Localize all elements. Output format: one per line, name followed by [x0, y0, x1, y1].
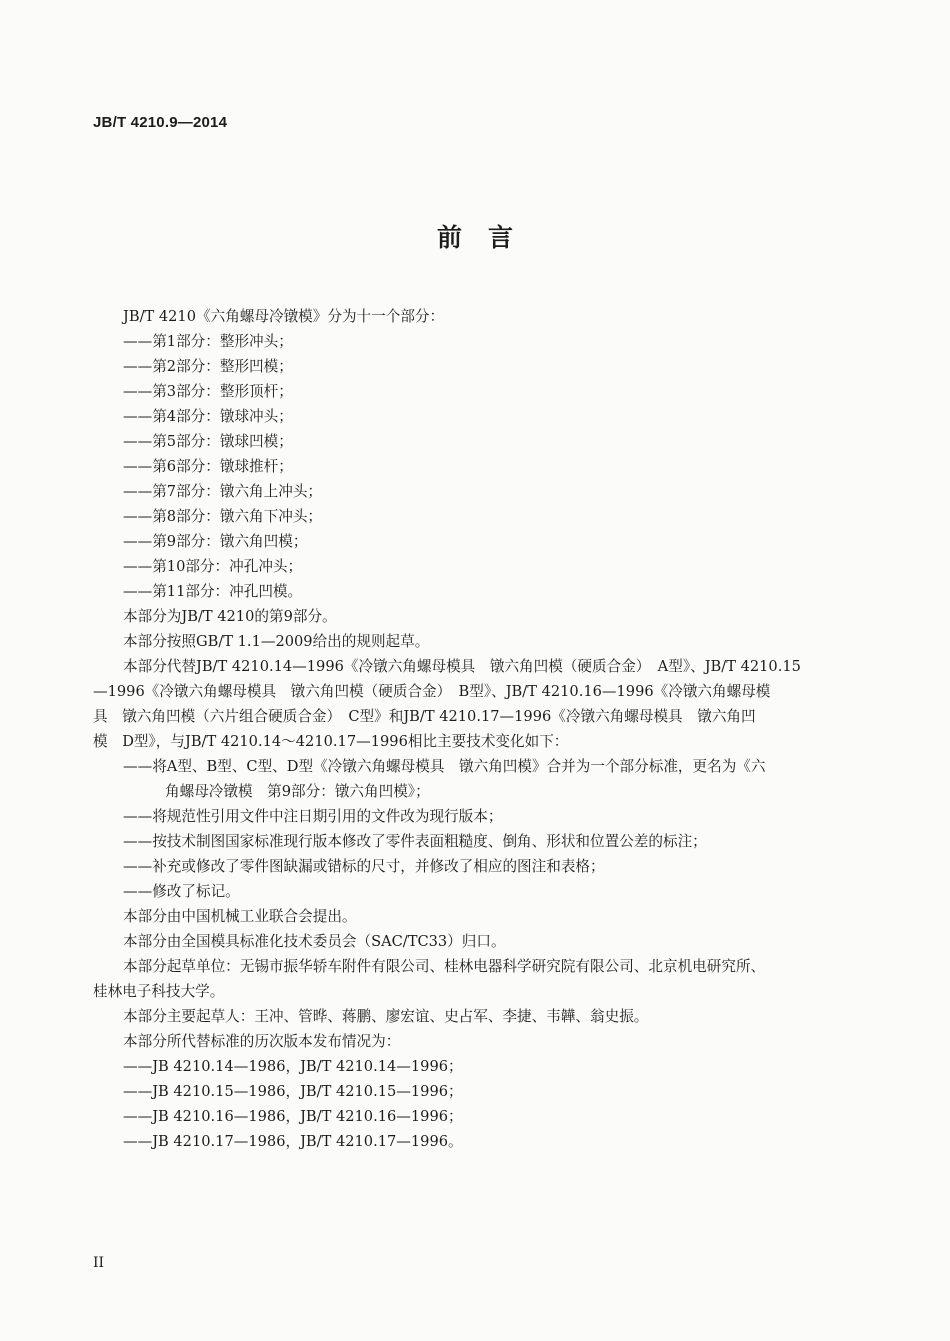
paragraph-continuation: 桂林电子科技大学。: [93, 983, 225, 1000]
paragraph: 本部分按照GB/T 1.1—2009给出的规则起草。: [123, 633, 430, 650]
list-item: ——修改了标记。: [123, 883, 240, 900]
list-item: ——第1部分：整形冲头；: [123, 333, 293, 350]
page-number: II: [93, 1255, 105, 1271]
list-item: ——JB 4210.15—1986，JB/T 4210.15—1996；: [123, 1083, 463, 1100]
list-item-continuation: 角螺母冷镦模 第9部分：镦六角凹模》；: [165, 783, 430, 800]
paragraph: 本部分所代替标准的历次版本发布情况为：: [123, 1033, 401, 1050]
paragraph-continuation: 具 镦六角凹模（六片组合硬质合金） C型》和JB/T 4210.17—1996《冷镦六角螺母模具 镦六角凹: [93, 708, 756, 725]
paragraph: 本部分由中国机械工业联合会提出。: [123, 908, 357, 925]
title-char: 言: [488, 223, 514, 252]
page-title: [0, 218, 950, 254]
title-char: 前: [436, 223, 462, 252]
list-item: ——第8部分：镦六角下冲头；: [123, 508, 323, 525]
paragraph: 本部分代替JB/T 4210.14—1996《冷镦六角螺母模具 镦六角凹模（硬质合金） A型》、JB/T 4210.15: [123, 658, 801, 675]
list-item: ——第4部分：镦球冲头；: [123, 408, 293, 425]
list-item: ——JB 4210.17—1986，JB/T 4210.17—1996。: [123, 1133, 463, 1150]
paragraph: 本部分由全国模具标准化技术委员会（SAC/TC33）归口。: [123, 933, 506, 950]
paragraph: 本部分起草单位：无锡市振华轿车附件有限公司、桂林电器科学研究院有限公司、北京机电研究所、: [123, 958, 766, 975]
list-item: ——第5部分：镦球凹模；: [123, 433, 293, 450]
paragraph: JB/T 4210《六角螺母冷镦模》分为十一个部分：: [123, 308, 445, 325]
list-item: ——第9部分：镦六角凹模；: [123, 533, 308, 550]
standard-code: JB/T 4210.9—2014: [93, 114, 228, 131]
list-item: ——第2部分：整形凹模；: [123, 358, 293, 375]
paragraph-continuation: —1996《冷镦六角螺母模具 镦六角凹模（硬质合金） B型》、JB/T 4210.16—1996《冷镦六角螺母模: [93, 683, 771, 700]
list-item: ——按技术制图国家标准现行版本修改了零件表面粗糙度、倒角、形状和位置公差的标注；: [123, 833, 707, 850]
list-item: ——将规范性引用文件中注日期引用的文件改为现行版本；: [123, 808, 503, 825]
list-item: ——JB 4210.14—1986，JB/T 4210.14—1996；: [123, 1058, 463, 1075]
list-item: ——第11部分：冲孔凹模。: [123, 583, 303, 600]
paragraph: 本部分为JB/T 4210的第9部分。: [123, 608, 337, 625]
list-item: ——第7部分：镦六角上冲头；: [123, 483, 323, 500]
list-item: ——JB 4210.16—1986，JB/T 4210.16—1996；: [123, 1108, 463, 1125]
list-item: ——将A型、B型、C型、D型《冷镦六角螺母模具 镦六角凹模》合并为一个部分标准，更名为《六: [123, 758, 766, 775]
list-item: ——第10部分：冲孔冲头；: [123, 558, 303, 575]
list-item: ——补充或修改了零件图缺漏或错标的尺寸，并修改了相应的图注和表格；: [123, 858, 605, 875]
paragraph-continuation: 模 D型》，与JB/T 4210.14～4210.17—1996相比主要技术变化如下：: [93, 733, 569, 750]
list-item: ——第3部分：整形顶杆；: [123, 383, 293, 400]
list-item: ——第6部分：镦球推杆；: [123, 458, 293, 475]
paragraph: 本部分主要起草人：王冲、管晔、蒋鹏、廖宏谊、史占军、李捷、韦韡、翁史振。: [123, 1008, 649, 1025]
foreword-body: [93, 304, 853, 1154]
